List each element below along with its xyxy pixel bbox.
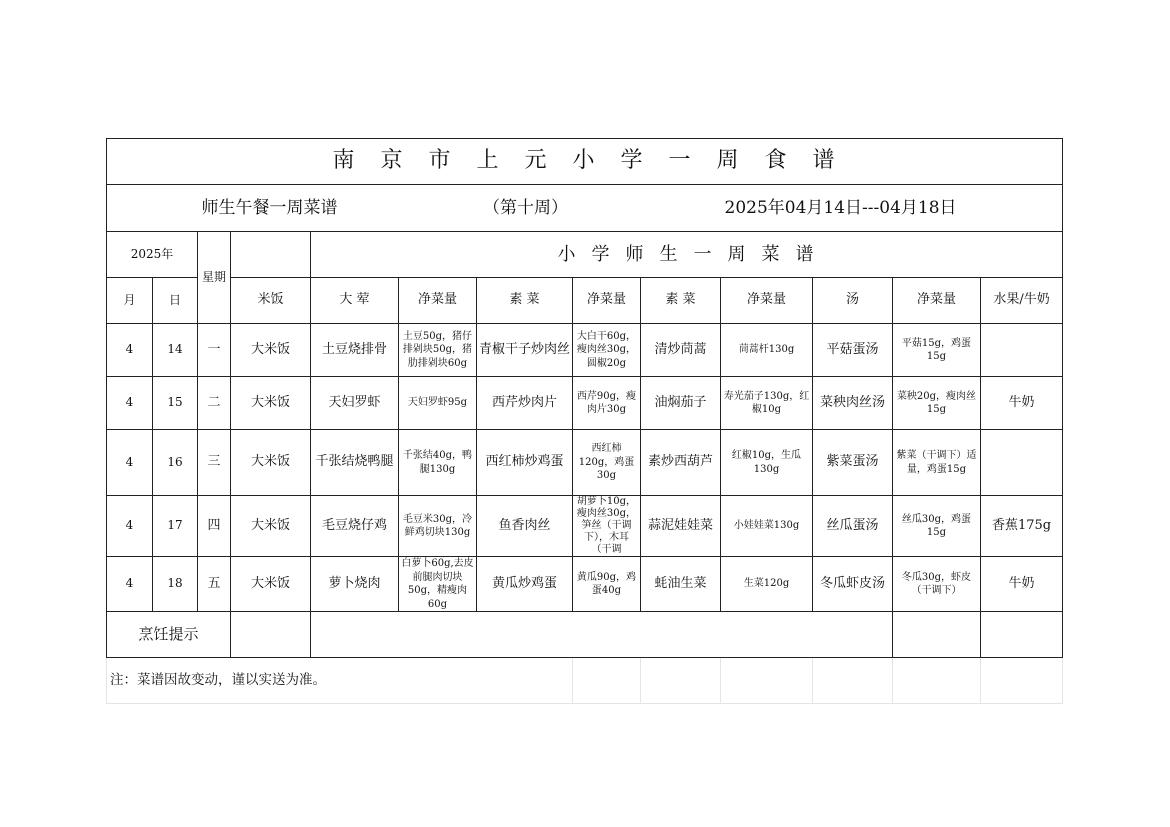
- row-month: 4: [107, 324, 153, 377]
- row-veg1-qty: 西红柿120g，鸡蛋30g: [573, 430, 641, 496]
- menu-header: [107, 185, 1063, 232]
- col-meat-qty: 净菜量: [399, 278, 477, 324]
- col-extra: 水果/牛奶: [981, 278, 1063, 324]
- col-veg1: 素 菜: [477, 278, 573, 324]
- note-row: [107, 658, 1063, 704]
- row-veg1: 西红柿炒鸡蛋: [477, 430, 573, 496]
- row-day: 15: [153, 377, 198, 430]
- row-veg1-qty: 大白干60g，瘦肉丝30g，圆椒20g: [573, 324, 641, 377]
- row-soup: 冬瓜虾皮汤: [813, 557, 893, 612]
- row-extra: 香蕉175g: [981, 496, 1063, 557]
- row-rice: 大米饭: [231, 430, 311, 496]
- table-row: [107, 496, 1063, 557]
- row-rice: 大米饭: [231, 377, 311, 430]
- row-meat-qty: 天妇罗虾95g: [399, 377, 477, 430]
- row-month: 4: [107, 377, 153, 430]
- blank-cell: [231, 232, 311, 278]
- row-extra: [981, 430, 1063, 496]
- col-rice: 米饭: [231, 278, 311, 324]
- row-meat-qty: 土豆50g，猪仔排剁块50g，猪肋排剁块60g: [399, 324, 477, 377]
- row-veg1: 青椒干子炒肉丝: [477, 324, 573, 377]
- row-rice: 大米饭: [231, 557, 311, 612]
- row-veg2-qty: 寿光茄子130g，红椒10g: [721, 377, 813, 430]
- row-veg2: 油焖茄子: [641, 377, 721, 430]
- row-weekday: 三: [198, 430, 231, 496]
- menu-sheet: [106, 138, 1062, 695]
- empty-cell: [573, 658, 641, 704]
- col-veg2-qty: 净菜量: [721, 278, 813, 324]
- row-month: 4: [107, 430, 153, 496]
- col-soup: 汤: [813, 278, 893, 324]
- row-weekday: 五: [198, 557, 231, 612]
- row-veg2: 蚝油生菜: [641, 557, 721, 612]
- tips-cell: [893, 612, 981, 658]
- row-soup: 菜秧肉丝汤: [813, 377, 893, 430]
- table-row: [107, 377, 1063, 430]
- col-month: 月: [107, 278, 153, 324]
- row-veg2-qty: 红椒10g，生瓜130g: [721, 430, 813, 496]
- column-header-row: [107, 278, 1063, 324]
- year-label: 2025年: [107, 232, 198, 278]
- col-day: 日: [153, 278, 198, 324]
- tips-cell: [311, 612, 893, 658]
- row-extra: [981, 324, 1063, 377]
- row-veg2: 清炒茼蒿: [641, 324, 721, 377]
- row-veg1-qty: 黄瓜90g，鸡蛋40g: [573, 557, 641, 612]
- row-veg2-qty: 茼蒿杆130g: [721, 324, 813, 377]
- row-weekday: 一: [198, 324, 231, 377]
- empty-cell: [981, 658, 1063, 704]
- header-week: （第十周）: [483, 197, 569, 218]
- row-meat-qty: 千张结40g，鸭腿130g: [399, 430, 477, 496]
- row-day: 18: [153, 557, 198, 612]
- cooking-tips-row: [107, 612, 1063, 658]
- empty-cell: [721, 658, 813, 704]
- row-day: 17: [153, 496, 198, 557]
- row-meat: 天妇罗虾: [311, 377, 399, 430]
- table-row: [107, 324, 1063, 377]
- empty-cell: [641, 658, 721, 704]
- row-month: 4: [107, 496, 153, 557]
- weekday-header: 星期: [198, 232, 231, 324]
- row-meat: 毛豆烧仔鸡: [311, 496, 399, 557]
- table-row: [107, 557, 1063, 612]
- col-veg2: 素 菜: [641, 278, 721, 324]
- row-meat: 土豆烧排骨: [311, 324, 399, 377]
- menu-table: [106, 138, 1063, 704]
- row-veg1-qty: 胡萝卜10g，瘦肉丝30g，笋丝（干调下），木耳（干调: [573, 496, 641, 557]
- col-veg1-qty: 净菜量: [573, 278, 641, 324]
- row-weekday: 二: [198, 377, 231, 430]
- row-month: 4: [107, 557, 153, 612]
- row-rice: 大米饭: [231, 496, 311, 557]
- row-day: 14: [153, 324, 198, 377]
- row-soup: 平菇蛋汤: [813, 324, 893, 377]
- row-soup-qty: 紫菜（干调下）适量，鸡蛋15g: [893, 430, 981, 496]
- menu-subtitle: 小学师生一周菜谱: [311, 232, 1063, 278]
- row-veg1: 鱼香肉丝: [477, 496, 573, 557]
- col-soup-qty: 净菜量: [893, 278, 981, 324]
- row-veg2-qty: 生菜120g: [721, 557, 813, 612]
- row-soup: 丝瓜蛋汤: [813, 496, 893, 557]
- cooking-tips-label: 烹饪提示: [107, 612, 231, 658]
- empty-cell: [813, 658, 893, 704]
- row-soup-qty: 丝瓜30g，鸡蛋15g: [893, 496, 981, 557]
- row-soup-qty: 冬瓜30g，虾皮（干调下）: [893, 557, 981, 612]
- row-veg1-qty: 西芹90g，瘦肉片30g: [573, 377, 641, 430]
- row-soup: 紫菜蛋汤: [813, 430, 893, 496]
- tips-cell: [231, 612, 311, 658]
- empty-cell: [893, 658, 981, 704]
- footnote: 注：菜谱因故变动，谨以实送为准。: [107, 658, 573, 704]
- row-soup-qty: 菜秧20g，瘦肉丝15g: [893, 377, 981, 430]
- row-meat: 千张结烧鸭腿: [311, 430, 399, 496]
- row-veg1: 黄瓜炒鸡蛋: [477, 557, 573, 612]
- row-veg2: 蒜泥娃娃菜: [641, 496, 721, 557]
- header-menu-name: 师生午餐一周菜谱: [201, 197, 338, 218]
- row-meat-qty: 白萝卜60g,去皮前腿肉切块50g，精瘦肉60g: [399, 557, 477, 612]
- row-rice: 大米饭: [231, 324, 311, 377]
- row-meat: 萝卜烧肉: [311, 557, 399, 612]
- row-weekday: 四: [198, 496, 231, 557]
- page-title: 南京市上元小学一周食谱: [107, 139, 1063, 185]
- table-row: [107, 430, 1063, 496]
- row-soup-qty: 平菇15g，鸡蛋15g: [893, 324, 981, 377]
- row-veg2-qty: 小娃娃菜130g: [721, 496, 813, 557]
- row-meat-qty: 毛豆米30g，冷鲜鸡切块130g: [399, 496, 477, 557]
- header-date-range: 2025年04月14日---04月18日: [724, 197, 957, 218]
- col-meat: 大 荤: [311, 278, 399, 324]
- row-extra: 牛奶: [981, 557, 1063, 612]
- row-day: 16: [153, 430, 198, 496]
- row-veg1: 西芹炒肉片: [477, 377, 573, 430]
- tips-cell: [981, 612, 1063, 658]
- row-extra: 牛奶: [981, 377, 1063, 430]
- row-veg2: 素炒西葫芦: [641, 430, 721, 496]
